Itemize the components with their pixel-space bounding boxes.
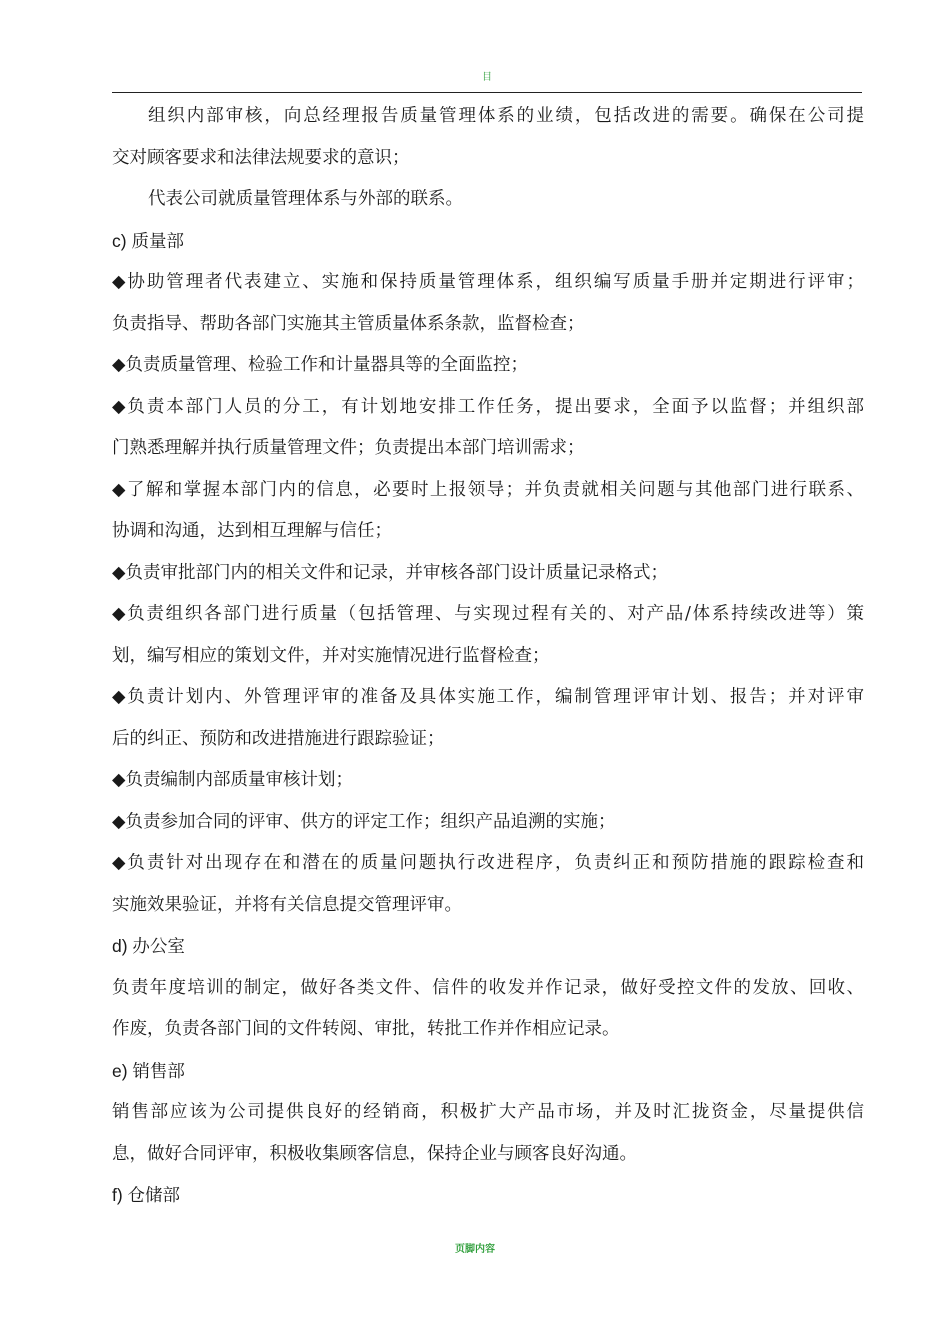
- bullet-line: ◆负责计划内、外管理评审的准备及具体实施工作，编制管理评审计划、报告；并对评审: [112, 687, 864, 707]
- header-mark: 目: [482, 72, 492, 83]
- paragraph-line: 交对顾客要求和法律法规要求的意识；: [112, 147, 410, 168]
- paragraph-line: 销售部应该为公司提供良好的经销商，积极扩大产品市场，并及时汇拢资金，尽量提供信: [112, 1102, 864, 1122]
- bullet-line: ◆了解和掌握本部门内的信息，必要时上报领导；并负责就相关问题与其他部门进行联系、: [112, 479, 864, 500]
- section-heading-sales: e) 销售部: [112, 1060, 185, 1081]
- page-header: [112, 60, 862, 93]
- bullet-line: ◆协助管理者代表建立、实施和保持质量管理体系，组织编写质量手册并定期进行评审；: [112, 272, 864, 292]
- paragraph-line: 组织内部审核，向总经理报告质量管理体系的业绩，包括改进的需要。确保在公司提: [148, 106, 864, 126]
- section-heading-quality: c) 质量部: [112, 230, 184, 251]
- paragraph-line: 代表公司就质量管理体系与外部的联系。: [148, 189, 463, 209]
- paragraph-line: 负责指导、帮助各部门实施其主管质量体系条款，监督检查；: [112, 313, 585, 334]
- paragraph-line: 实施效果验证，并将有关信息提交管理评审。: [112, 894, 462, 915]
- paragraph-line: 息，做好合同评审，积极收集顾客信息，保持企业与顾客良好沟通。: [112, 1143, 637, 1164]
- section-heading-warehouse: f) 仓储部: [112, 1185, 181, 1205]
- document-body: [112, 96, 864, 1217]
- bullet-line: ◆负责本部门人员的分工，有计划地安排工作任务，提出要求，全面予以监督；并组织部: [112, 396, 864, 417]
- bullet-line: ◆负责组织各部门进行质量（包括管理、与实现过程有关的、对产品/体系持续改进等）策: [112, 604, 864, 624]
- bullet-line: ◆负责编制内部质量审核计划；: [112, 770, 353, 790]
- bullet-line: ◆负责针对出现存在和潜在的质量问题执行改进程序，负责纠正和预防措施的跟踪检查和: [112, 853, 864, 873]
- paragraph-line: 协调和沟通，达到相互理解与信任；: [112, 521, 392, 541]
- paragraph-line: 作废，负责各部门间的文件转阅、审批，转批工作并作相应记录。: [112, 1019, 620, 1039]
- paragraph-line: 门熟悉理解并执行质量管理文件；负责提出本部门培训需求；: [112, 438, 585, 458]
- section-heading-office: d) 办公室: [112, 936, 185, 956]
- bullet-line: ◆负责审批部门内的相关文件和记录，并审核各部门设计质量记录格式；: [112, 562, 668, 583]
- bullet-line: ◆负责参加合同的评审、供方的评定工作；组织产品追溯的实施；: [112, 811, 616, 832]
- paragraph-line: 负责年度培训的制定，做好各类文件、信件的收发并作记录，做好受控文件的发放、回收、: [112, 977, 864, 998]
- paragraph-line: 后的纠正、预防和改进措施进行跟踪验证；: [112, 728, 445, 749]
- paragraph-line: 划，编写相应的策划文件，并对实施情况进行监督检查；: [112, 645, 550, 666]
- bullet-line: ◆负责质量管理、检验工作和计量器具等的全面监控；: [112, 355, 528, 375]
- page-footer: 页脚内容: [455, 1244, 495, 1255]
